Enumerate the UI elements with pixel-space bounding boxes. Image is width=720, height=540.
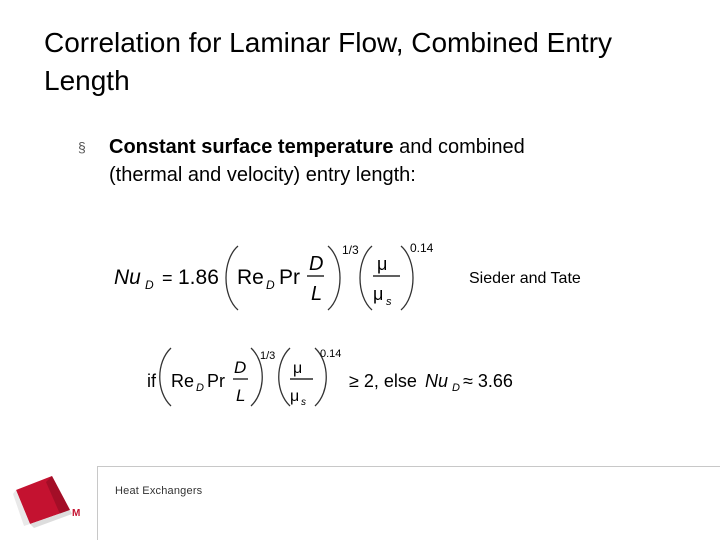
eq2-numerator-d: D: [234, 358, 247, 377]
footer-text: Heat Exchangers: [115, 485, 203, 497]
eq1-equals: =: [162, 268, 173, 288]
bullet-bold-text: Constant surface temperature: [109, 136, 394, 158]
eq1-coefficient: 1.86: [178, 266, 219, 289]
eq1-denominator-l: L: [311, 283, 323, 305]
eq1-nu: Nu: [114, 266, 141, 289]
eq2-nu: Nu: [425, 371, 449, 391]
eq1-mu-left-paren: [360, 246, 372, 310]
eq2-mu-s-subscript: s: [301, 397, 306, 408]
eq2-mu: μ: [293, 360, 303, 377]
eq2-left-paren: [160, 348, 171, 406]
eq2-denominator-l: L: [236, 386, 246, 405]
condition-equation: [145, 344, 530, 410]
tu-dortmund-logo-icon: [12, 470, 88, 530]
eq2-ge-text: ≥ 2, else: [349, 371, 417, 391]
eq1-mu-s-subscript: s: [386, 296, 392, 308]
eq1-prandtl: Pr: [279, 266, 300, 289]
eq2-mu-left-paren: [279, 348, 290, 406]
eq1-nu-subscript: D: [145, 278, 154, 292]
eq2-exponent-014: 0.14: [320, 348, 342, 360]
eq1-numerator-d: D: [309, 253, 324, 275]
slide-title: Correlation for Laminar Flow, Combined Entry Length: [44, 27, 613, 96]
eq1-reynolds-subscript: D: [266, 278, 275, 292]
bullet-marker: §: [78, 139, 86, 155]
eq2-exponent-third: 1/3: [260, 350, 276, 362]
eq2-reynolds: Re: [171, 371, 195, 391]
eq1-mu: μ: [377, 254, 388, 274]
eq1-mu-s: μ: [373, 284, 384, 304]
logo-letter: M: [72, 508, 81, 519]
eq1-mu-right-paren: [401, 246, 413, 310]
eq2-mu-s: μ: [290, 388, 300, 405]
bullet-rest-text: and combined (thermal and velocity) entry length:: [109, 136, 525, 186]
footer-divider-horizontal: [97, 466, 720, 467]
eq2-nu-subscript: D: [452, 382, 460, 394]
attribution-label: Sieder and Tate: [469, 270, 581, 287]
eq2-reynolds-subscript: D: [196, 382, 204, 394]
eq2-prandtl: Pr: [207, 371, 225, 391]
eq1-exponent-third: 1/3: [342, 243, 359, 257]
sieder-tate-equation: [110, 238, 450, 314]
eq2-if: if: [147, 371, 156, 391]
bullet-text: [109, 133, 529, 189]
eq1-right-paren: [328, 246, 340, 310]
eq2-approx-value: ≈ 3.66: [463, 371, 513, 391]
eq1-reynolds: Re: [237, 266, 264, 289]
eq1-exponent-014: 0.14: [410, 241, 434, 255]
footer-divider-vertical: [97, 466, 98, 540]
